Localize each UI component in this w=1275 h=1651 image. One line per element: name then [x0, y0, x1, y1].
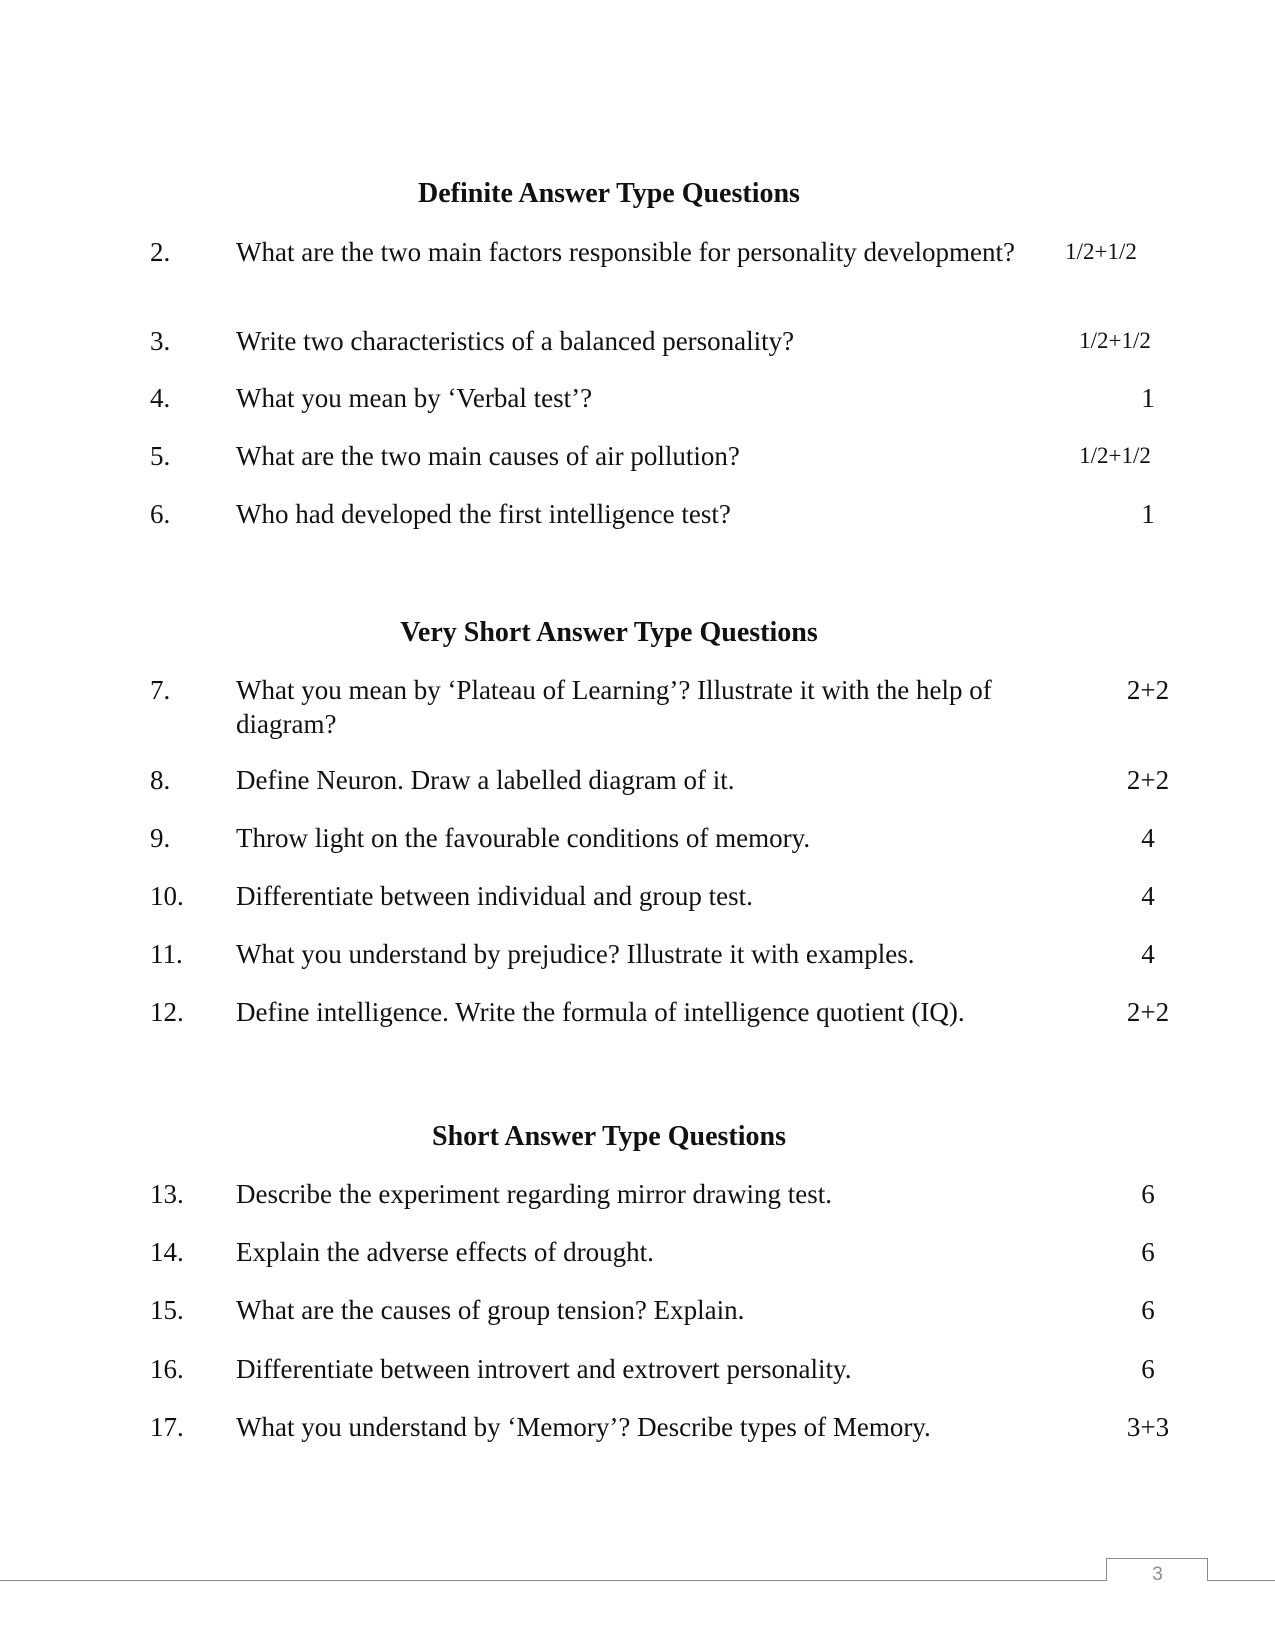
question-marks: 6	[1141, 1179, 1155, 1209]
question-number: 17.	[150, 1412, 184, 1442]
footer-rule	[0, 1580, 1275, 1581]
question-marks: 2+2	[1126, 675, 1170, 705]
page-number: 3	[1152, 1564, 1163, 1585]
question-marks: 1/2+1/2	[1079, 443, 1151, 468]
question-number: 14.	[150, 1237, 184, 1267]
question-marks: 2+2	[1126, 997, 1170, 1027]
section-heading-short: Short Answer Type Questions	[432, 1121, 786, 1152]
question-text: What you mean by ‘Verbal test’?	[236, 383, 593, 413]
section-heading-very-short: Very Short Answer Type Questions	[400, 617, 818, 648]
question-text: Define intelligence. Write the formula of intelligence quotient (IQ).	[236, 997, 965, 1027]
question-text: Write two characteristics of a balanced personality?	[236, 326, 795, 356]
question-text: Throw light on the favourable conditions of memory.	[236, 823, 811, 853]
question-text: Differentiate between introvert and extrovert personality.	[236, 1354, 852, 1384]
question-number: 9.	[150, 823, 171, 853]
question-number: 13.	[150, 1179, 184, 1209]
question-text: What are the causes of group tension? Explain.	[236, 1295, 745, 1325]
question-text: What are the two main causes of air pollution?	[236, 441, 740, 471]
question-marks: 1/2+1/2	[1065, 239, 1137, 264]
question-text: Define Neuron. Draw a labelled diagram of it.	[236, 765, 735, 795]
question-number: 3.	[150, 326, 171, 356]
question-text: Who had developed the first intelligence test?	[236, 499, 731, 529]
question-text: What you understand by ‘Memory’? Describe types of Memory.	[236, 1412, 931, 1442]
question-number: 11.	[150, 939, 183, 969]
question-marks: 1	[1141, 499, 1155, 529]
question-text: What you mean by ‘Plateau of Learning’? Illustrate it with the help of diagram?	[236, 675, 992, 739]
question-number: 5.	[150, 441, 171, 471]
question-number: 16.	[150, 1354, 184, 1384]
question-marks: 3+3	[1126, 1412, 1170, 1442]
question-marks: 1/2+1/2	[1079, 328, 1151, 353]
question-number: 10.	[150, 881, 184, 911]
question-marks: 4	[1141, 823, 1155, 853]
question-marks: 6	[1141, 1354, 1155, 1384]
question-marks: 1	[1141, 383, 1155, 413]
question-marks: 4	[1141, 939, 1155, 969]
question-marks: 6	[1141, 1237, 1155, 1267]
question-marks: 2+2	[1126, 765, 1170, 795]
question-marks: 6	[1141, 1295, 1155, 1325]
question-number: 12.	[150, 997, 184, 1027]
question-number: 2.	[150, 237, 171, 267]
question-number: 8.	[150, 765, 171, 795]
question-text: Describe the experiment regarding mirror drawing test.	[236, 1179, 833, 1209]
question-number: 4.	[150, 383, 171, 413]
question-marks: 4	[1141, 881, 1155, 911]
question-number: 6.	[150, 499, 171, 529]
question-number: 15.	[150, 1295, 184, 1325]
section-heading-definite: Definite Answer Type Questions	[418, 178, 800, 209]
question-text: What you understand by prejudice? Illustrate it with examples.	[236, 939, 915, 969]
question-text: Explain the adverse effects of drought.	[236, 1237, 654, 1267]
question-text: What are the two main factors responsible for personality development?	[236, 237, 1015, 267]
question-text: Differentiate between individual and group test.	[236, 881, 753, 911]
question-number: 7.	[150, 675, 171, 705]
